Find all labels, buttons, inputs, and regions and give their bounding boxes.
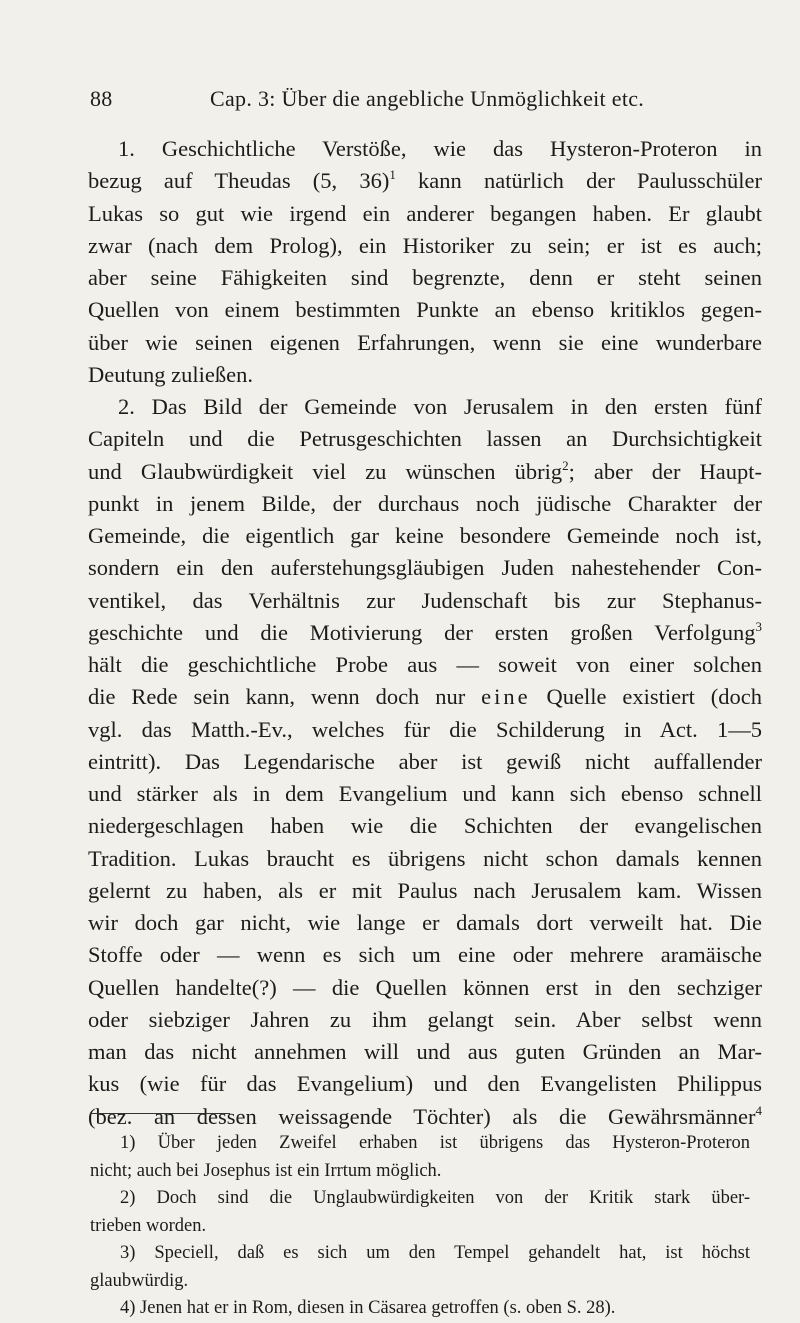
text-line: punkt in jenem Bilde, der durchaus noch jüdische Charakter der [88, 490, 762, 516]
footnote-ref-1: 1 [389, 167, 396, 183]
footnote-line: 2) Doch sind die Unglaubwürdigkeiten von der Kritik stark über- [120, 1188, 750, 1208]
page-header [90, 86, 750, 116]
footnote-line: 3) Speciell, daß es sich um den Tempel gehandelt hat, ist höchst [120, 1243, 750, 1263]
text-line: 1. Geschichtliche Verstöße, wie das Hysteron-Proteron in [118, 136, 762, 161]
text-line: gelernt zu haben, als er mit Paulus nach Jerusalem kam. Wissen [88, 877, 762, 903]
text-line: kus (wie für das Evangelium) und den Evangelisten Philippus [88, 1071, 762, 1097]
text-line: über wie seinen eigenen Erfahrungen, wenn sie eine wunderbare [88, 329, 762, 355]
text-line: vgl. das Matth.-Ev., welches für die Schilderung in Act. 1—5 [88, 716, 762, 742]
text-line: 2. Das Bild der Gemeinde von Jerusalem in den ersten fünf [118, 394, 762, 419]
text-line: man das nicht annehmen will und aus guten Gründen an Mar- [88, 1039, 762, 1064]
text-line: wir doch gar nicht, wie lange er damals dort verweilt hat. Die [88, 910, 762, 935]
text-line: Capiteln und die Petrusgeschichten lassen an Durchsichtigkeit [88, 426, 762, 452]
text-line: Quellen von einem bestimmten Punkte an ebenso kritiklos gegen- [88, 297, 762, 323]
text-line: Tradition. Lukas braucht es übrigens nicht schon damals kennen [88, 845, 762, 871]
text-line: aber seine Fähigkeiten sind begrenzte, denn er steht seinen [88, 265, 762, 290]
body-text [88, 133, 762, 1133]
running-head: Cap. 3: Über die angebliche Unmöglichkeit etc. [210, 86, 645, 111]
text-line: die Rede sein kann, wenn doch nur eine Quelle existiert (doch [88, 684, 762, 710]
footnotes [90, 1130, 750, 1323]
text-line: ventikel, das Verhältnis zur Judenschaft bis zur Stephanus- [88, 587, 762, 613]
footnote-line: glaubwürdig. [90, 1270, 189, 1291]
paragraph-2 [88, 391, 762, 1133]
text-line: Stoffe oder — wenn es sich um eine oder mehrere aramäische [88, 942, 762, 968]
footnote-ref-2: 2 [562, 457, 569, 473]
page-number: 88 [90, 86, 113, 111]
text-line: (bez. an dessen weissagende Töchter) als die Gewährsmänner$^4$ [88, 1102, 762, 1129]
paragraph-1 [88, 133, 762, 391]
footnote-ref-4: 4 [755, 1102, 762, 1118]
footnote-line: 1) Über jeden Zweifel erhaben ist übrigens das Hysteron-Proteron [120, 1133, 750, 1153]
text-line: hält die geschichtliche Probe aus — soweit von einer solchen [88, 652, 762, 677]
text-line: Lukas so gut wie irgend ein anderer begangen haben. Er glaubt [88, 200, 762, 226]
footnote-line: 4) Jenen hat er in Rom, diesen in Cäsarea getroffen (s. oben S. 28). [120, 1298, 616, 1318]
text-line: und Glaubwürdigkeit viel zu wünschen übrig$^2$; aber der Haupt- [88, 457, 762, 484]
text-line: Quellen handelte(?) — die Quellen können erst in den sechziger [88, 974, 762, 1000]
text-line: und stärker als in dem Evangelium und kann sich ebenso schnell [88, 781, 762, 806]
text-line: eintritt). Das Legendarische aber ist gewiß nicht auffallender [88, 748, 762, 774]
text-line: oder siebziger Jahren zu ihm gelangt sein. Aber selbst wenn [88, 1006, 762, 1032]
footnote-line: nicht; auch bei Josephus ist ein Irrtum möglich. [90, 1160, 442, 1181]
text-line: geschichte und die Motivierung der ersten großen Verfolgung$^3$ [88, 618, 762, 645]
text-line: zwar (nach dem Prolog), ein Historiker zu sein; er ist es auch; [88, 232, 762, 258]
footnote-line: trieben worden. [90, 1215, 207, 1236]
text-line: Deutung zuließen. [88, 361, 253, 387]
text-line: sondern ein den auferstehungsgläubigen Juden nahestehender Con- [88, 555, 762, 581]
text-line: bezug auf Theudas (5, 36)$^1$ kann natürlich der Paulusschüler [88, 167, 762, 194]
footnote-ref-3: 3 [755, 618, 762, 634]
emphasis: eine [481, 684, 531, 710]
text-line: Gemeinde, die eigentlich gar keine besondere Gemeinde noch ist, [88, 523, 762, 548]
text-line: niedergeschlagen haben wie die Schichten der evangelischen [88, 813, 762, 839]
footnote-divider [90, 1113, 230, 1114]
